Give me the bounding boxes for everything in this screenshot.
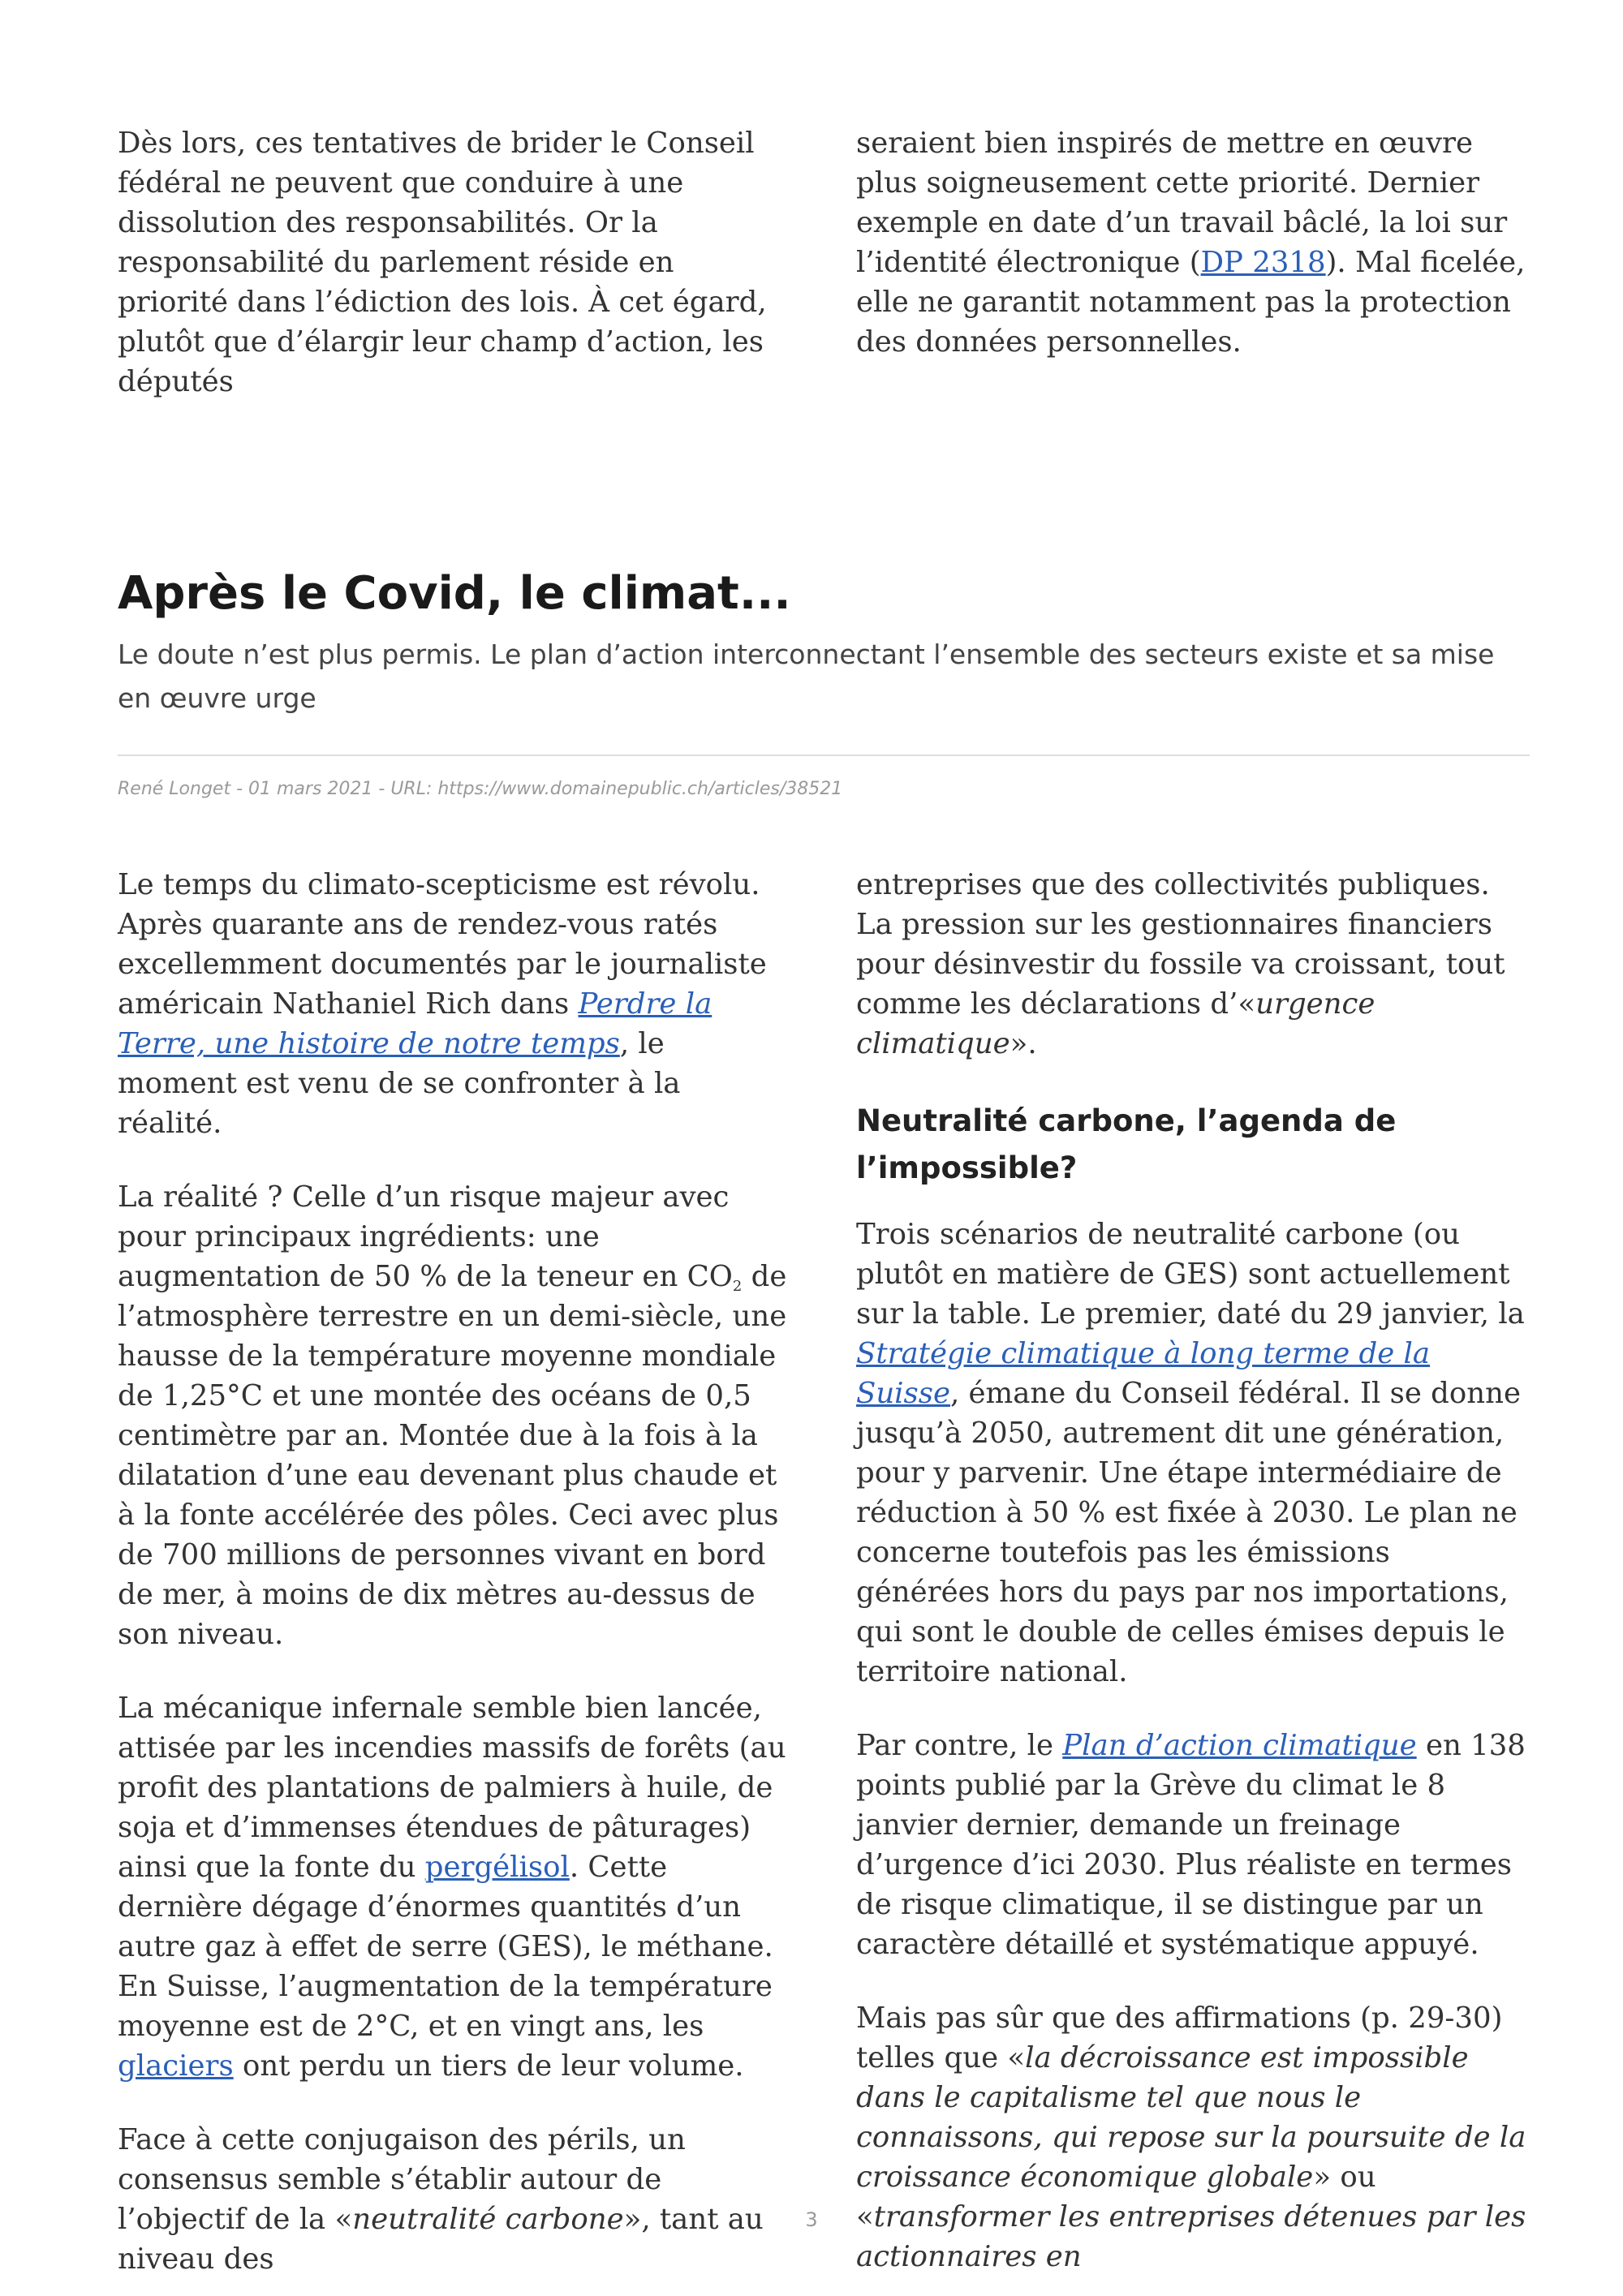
text: La mécanique infernale semble bien lancée, attisée par les incendies massifs de forêts (au profit des plantations de palmiers à huile, de soja et d’immenses étendues de pâturages) ainsi que la fonte du [118,1692,786,1884]
article-title: Après le Covid, le climat... [118,567,791,620]
left-column [118,123,791,402]
pergelisol-link[interactable]: pergélisol [424,1851,570,1884]
perdre-la-terre-link[interactable]: Perdre la Terre, une histoire de notre temps [118,987,712,1060]
paragraph: Dès lors, ces tentatives de brider le Conseil fédéral ne peuvent que conduire à une dissolution des responsabilités. Or la responsabilité du parlement réside en priorité dans l’édiction des lois. À cet égard, plutôt que d’élargir leur champ d’action, les députés [118,127,767,398]
left-column [118,865,791,2279]
text: seraient bien inspirés de mettre en œuvre plus soigneusement cette priorité. Dernier exemple en date d’un travail bâclé, la loi sur l’identité électronique ( [856,127,1508,279]
italic-text: transformer les entreprises détenues par les actionnaires en [856,2200,1526,2273]
text: La réalité ? Celle d’un risque majeur avec pour principaux ingrédients: une augmentation de 50 % de la teneur en CO [118,1180,733,1293]
plan-action-climatique-link[interactable]: Plan d’action climatique [1062,1729,1417,1762]
text: Par contre, le [856,1729,1063,1762]
text: Mais pas sûr que des affirmations (p. 29-30) telles que « [856,2001,1503,2075]
glaciers-link[interactable]: glaciers [118,2049,234,2083]
right-column [856,123,1530,402]
text: Face à cette conjugaison des périls, un consensus semble s’établir autour de l’objectif de la « [118,2123,686,2236]
article-body [118,865,1530,2279]
paragraph [118,1177,791,1654]
paragraph [856,123,1530,362]
dp-2318-link[interactable]: DP 2318 [1200,246,1326,279]
paragraph [856,1726,1530,1964]
paragraph [118,865,791,1143]
divider [118,755,1530,756]
text: en 138 points publié par la Grève du climat le 8 janvier dernier, demande un freinage d’urgence d’ici 2030. Plus réaliste en termes de risque climatique, il se distingue par un caractère détaillé et systématique appuyé. [856,1729,1526,1961]
article-meta: René Longet - 01 mars 2021 - URL: https://www.domainepublic.ch/articles/38521 [118,779,843,799]
text: ). Mal ficelée, elle ne garantit notamment pas la protection des données personnelles. [856,246,1526,359]
paragraph [856,1215,1530,1692]
subscript: 2 [732,1278,743,1295]
previous-article-continuation [118,123,1530,402]
paragraph [118,1688,791,2086]
text: ont perdu un tiers de leur volume. [233,2049,744,2083]
text: , le moment est venu de se confronter à la réalité. [118,1027,681,1140]
text: Le temps du climato-scepticisme est révolu. Après quarante ans de rendez-vous ratés excellemment documentés par le journaliste américain Nathaniel Rich dans [118,868,767,1021]
article-lead: Le doute n’est plus permis. Le plan d’action interconnectant l’ensemble des secteurs existe et sa mise en œuvre urge [118,638,1495,714]
italic-text: urgence climatique [856,987,1375,1060]
text: », tant au niveau des [118,2203,764,2276]
paragraph [856,865,1530,1064]
text: Trois scénarios de neutralité carbone (ou plutôt en matière de GES) sont actuellement sur la table. Le premier, daté du 29 janvier, la [856,1218,1525,1331]
text: de l’atmosphère terrestre en un demi-siècle, une hausse de la température moyenne mondiale de 1,25°C et une montée des océans de 0,5 centimètre par an. Montée due à la fois à la dilatation d’une eau devenant plus chaude et à la fonte accélérée des pôles. Ceci avec plus de 700 millions de personnes vivant en bord de mer, à moins de dix mètres au-dessus de son niveau. [118,1260,787,1651]
paragraph [118,2120,791,2279]
italic-text: la décroissance est impossible dans le capitalisme tel que nous le connaissons, qui repose sur la poursuite de la croissance économique globale [856,2041,1526,2194]
section-heading: Neutralité carbone, l’agenda de l’impossible? [856,1103,1397,1185]
paragraph [856,1998,1530,2277]
italic-text: neutralité carbone [352,2203,624,2236]
text: . Cette dernière dégage d’énormes quantités d’un autre gaz à effet de serre (GES), le méthane. En Suisse, l’augmentation de la température moyenne est de 2°C, et en vingt ans, les [118,1851,773,2043]
right-column [856,865,1530,2279]
page-number: 3 [805,2208,818,2231]
text: , émane du Conseil fédéral. Il se donne jusqu’à 2050, autrement dit une génération, pour y parvenir. Une étape intermédiaire de réduction à 50 % est fixée à 2030. Le plan ne concerne toutefois pas les émissions générées hors du pays par nos importations, qui sont le double de celles émises depuis le territoire national. [856,1377,1521,1688]
text: ». [1010,1027,1037,1060]
text: entreprises que des collectivités publiques. La pression sur les gestionnaires financiers pour désinvestir du fossile va croissant, tout comme les déclarations d’« [856,868,1505,1021]
text: » ou « [856,2161,1376,2234]
strategie-climatique-link[interactable]: Stratégie climatique à long terme de la Suisse [856,1337,1431,1410]
